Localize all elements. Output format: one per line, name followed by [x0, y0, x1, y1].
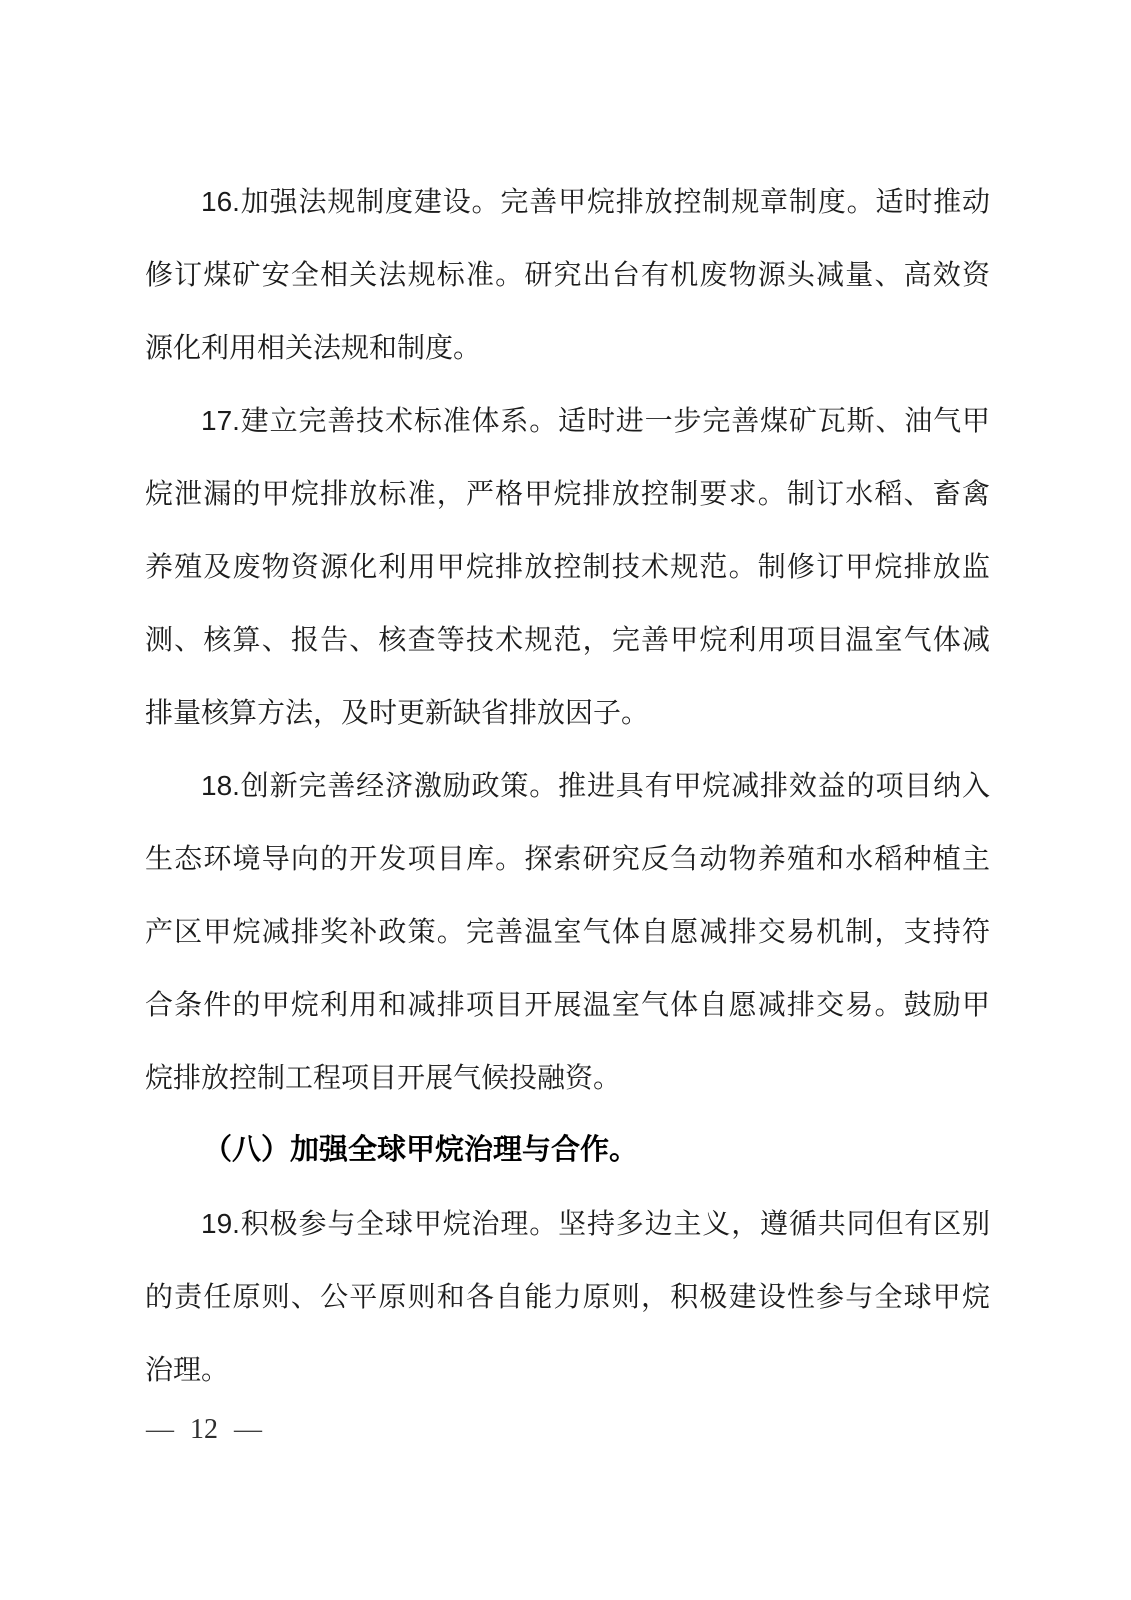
- text-line: 养殖及废物资源化利用甲烷排放控制技术规范。制修订甲烷排放监: [145, 551, 990, 582]
- document-body: [145, 165, 990, 1406]
- text-line: 的责任原则、公平原则和各自能力原则，积极建设性参与全球甲烷: [145, 1281, 990, 1312]
- paragraph-18: [145, 749, 990, 1114]
- text-line: 16.加强法规制度建设。完善甲烷排放控制规章制度。适时推动: [201, 186, 990, 217]
- text-line: 合条件的甲烷利用和减排项目开展温室气体自愿减排交易。鼓励甲: [145, 989, 990, 1020]
- text-line: （八）加强全球甲烷治理与合作。: [203, 1134, 639, 1166]
- text-line: 测、核算、报告、核查等技术规范，完善甲烷利用项目温室气体减: [145, 624, 990, 655]
- text-line: 17.建立完善技术标准体系。适时进一步完善煤矿瓦斯、油气甲: [201, 405, 990, 436]
- paragraph-16: [145, 165, 990, 384]
- text-line: 19.积极参与全球甲烷治理。坚持多边主义，遵循共同但有区别: [201, 1208, 990, 1239]
- paragraph-17: [145, 384, 990, 749]
- paragraph-19: [145, 1187, 990, 1406]
- text-line: 排量核算方法，及时更新缺省排放因子。: [145, 697, 650, 728]
- text-line: 治理。: [145, 1354, 230, 1385]
- text-line: 源化利用相关法规和制度。: [145, 332, 482, 363]
- text-line: 生态环境导向的开发项目库。探索研究反刍动物养殖和水稻种植主: [145, 843, 990, 874]
- text-line: 烷排放控制工程项目开展气候投融资。: [145, 1062, 622, 1093]
- text-line: 烷泄漏的甲烷排放标准，严格甲烷排放控制要求。制订水稻、畜禽: [145, 478, 990, 509]
- text-line: 修订煤矿安全相关法规标准。研究出台有机废物源头减量、高效资: [145, 259, 990, 290]
- page-footer: [146, 1408, 262, 1452]
- page-number: 12: [190, 1414, 218, 1445]
- section-heading-8: [145, 1114, 990, 1187]
- footer-dash-right: —: [234, 1414, 262, 1445]
- text-line: 产区甲烷减排奖补政策。完善温室气体自愿减排交易机制，支持符: [145, 916, 990, 947]
- text-line: 18.创新完善经济激励政策。推进具有甲烷减排效益的项目纳入: [201, 770, 990, 801]
- footer-dash-left: —: [146, 1414, 174, 1445]
